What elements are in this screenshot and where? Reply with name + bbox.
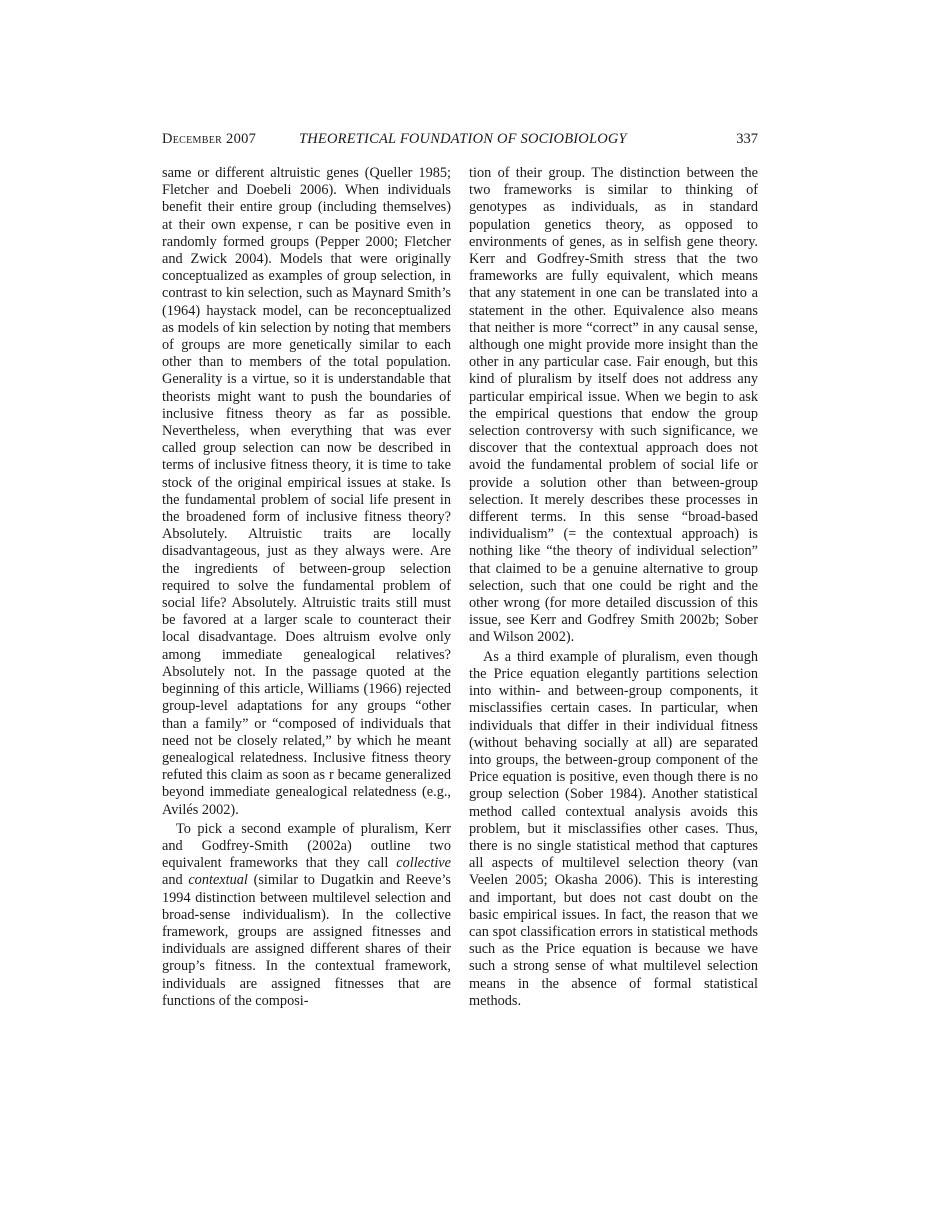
term-collective: collective <box>396 855 451 872</box>
right-column <box>469 165 758 1010</box>
running-head-title: THEORETICAL FOUNDATION OF SOCIOBIOLOGY <box>299 131 627 147</box>
running-head-date: December 2007 <box>162 131 257 147</box>
left-paragraph-1: same or different altruistic genes (Queller 1985; Fletcher and Doebeli 2006). When individuals benefit their entire group (including themselves) at their own expense, r can be positive even in randomly formed groups (Pepper 2000; Fletcher and Zwick 2004). Models that were originally conceptualized as examples of group selection, in contrast to kin selection, such as Maynard Smith’s (1964) haystack model, can be reconceptualized as models of kin selection by noting that members of groups are more genetically similar to each other than to members of the total population. Generality is a virtue, so it is understandable that theorists might want to push the boundaries of inclusive fitness theory as far as possible. Nevertheless, when everything that was ever called group selection can now be described in terms of inclusive fitness theory, it is time to take stock of the original empirical issues at stake. Is the fundamental problem of social life present in the broadened form of inclusive fitness theory? Absolutely. Altruistic traits are locally disadvantageous, just as they always were. Are the ingredients of between-group selection required to solve the fundamental problem of social life? Absolutely. Altruistic traits still must be favored at a larger scale to counteract their local disadvantage. Does altruism evolve only among immediate genealogical relatives? Absolutely not. In the passage quoted at the beginning of this article, Williams (1966) rejected group-level adaptations for any groups “other than a family” or “composed of individuals that need not be closely related,” by which he meant genealogical relatedness. Inclusive fitness theory refuted this claim as soon as r became generalized beyond immediate genealogical relatedness (e.g., Avilés 2002). <box>162 165 451 818</box>
right-paragraph-1: tion of their group. The distinction between the two frameworks is similar to thinking of genotypes as individuals, as in standard population genetics theory, as opposed to environments of genes, as in selfish gene theory. Kerr and Godfrey-Smith stress that the two frameworks are fully equivalent, which means that any statement in one can be translated into a statement in the other. Equivalence also means that neither is more “correct” in any causal sense, although one might provide more insight than the other in any particular case. Fair enough, but this kind of pluralism by itself does not address any particular empirical issue. When we begin to ask the empirical questions that endow the group selection controversy with such significance, we discover that the contextual approach does not avoid the fundamental problem of social life or provide a solution other than between-group selection. It merely describes these processes in different terms. In this sense “broad-based individualism” (= the contextual approach) is nothing like “the theory of individual selection” that claimed to be a genuine alternative to group selection, such that one could be right and the other wrong (for more detailed discussion of this issue, see Kerr and Godfrey Smith 2002b; Sober and Wilson 2002). <box>469 165 758 646</box>
left-p2-text-a: To pick a second example of pluralism, Kerr and Godfrey-Smith (2002a) outline two equivalent frameworks that they call <box>162 820 451 872</box>
left-column <box>162 165 451 1010</box>
left-p2-text-b: and <box>162 872 189 889</box>
term-contextual: contextual <box>188 872 248 889</box>
right-paragraph-2: As a third example of pluralism, even though the Price equation elegantly partitions selection into within- and between-group components, it misclassifies certain cases. In particular, when individuals that differ in their individual fitness (without behaving socially at all) are separated into groups, the between-group component of the Price equation is positive, even though there is no group selection (Sober 1984). Another statistical method called contextual analysis avoids this problem, but it misclassifies other cases. Thus, there is no single statistical method that captures all aspects of multilevel selection theory (van Veelen 2005; Okasha 2006). This is interesting and important, but does not cast doubt on the basic empirical issues. In fact, the reason that we can spot classification errors in statistical methods such as the Price equation is because we have such a strong sense of what multilevel selection means in the absence of formal statistical methods. <box>469 648 758 1009</box>
left-p2-text-c: (similar to Dugatkin and Reeve’s 1994 distinction between multilevel selection and broad-sense individualism). In the collective framework, groups are assigned fitnesses and individuals are assigned different shares of their group’s fitness. In the contextual framework, individuals are assigned fitnesses that are functions of the composi- <box>162 872 451 1009</box>
left-paragraph-2 <box>162 821 451 1010</box>
page-number: 337 <box>736 131 758 147</box>
running-head <box>162 129 758 149</box>
